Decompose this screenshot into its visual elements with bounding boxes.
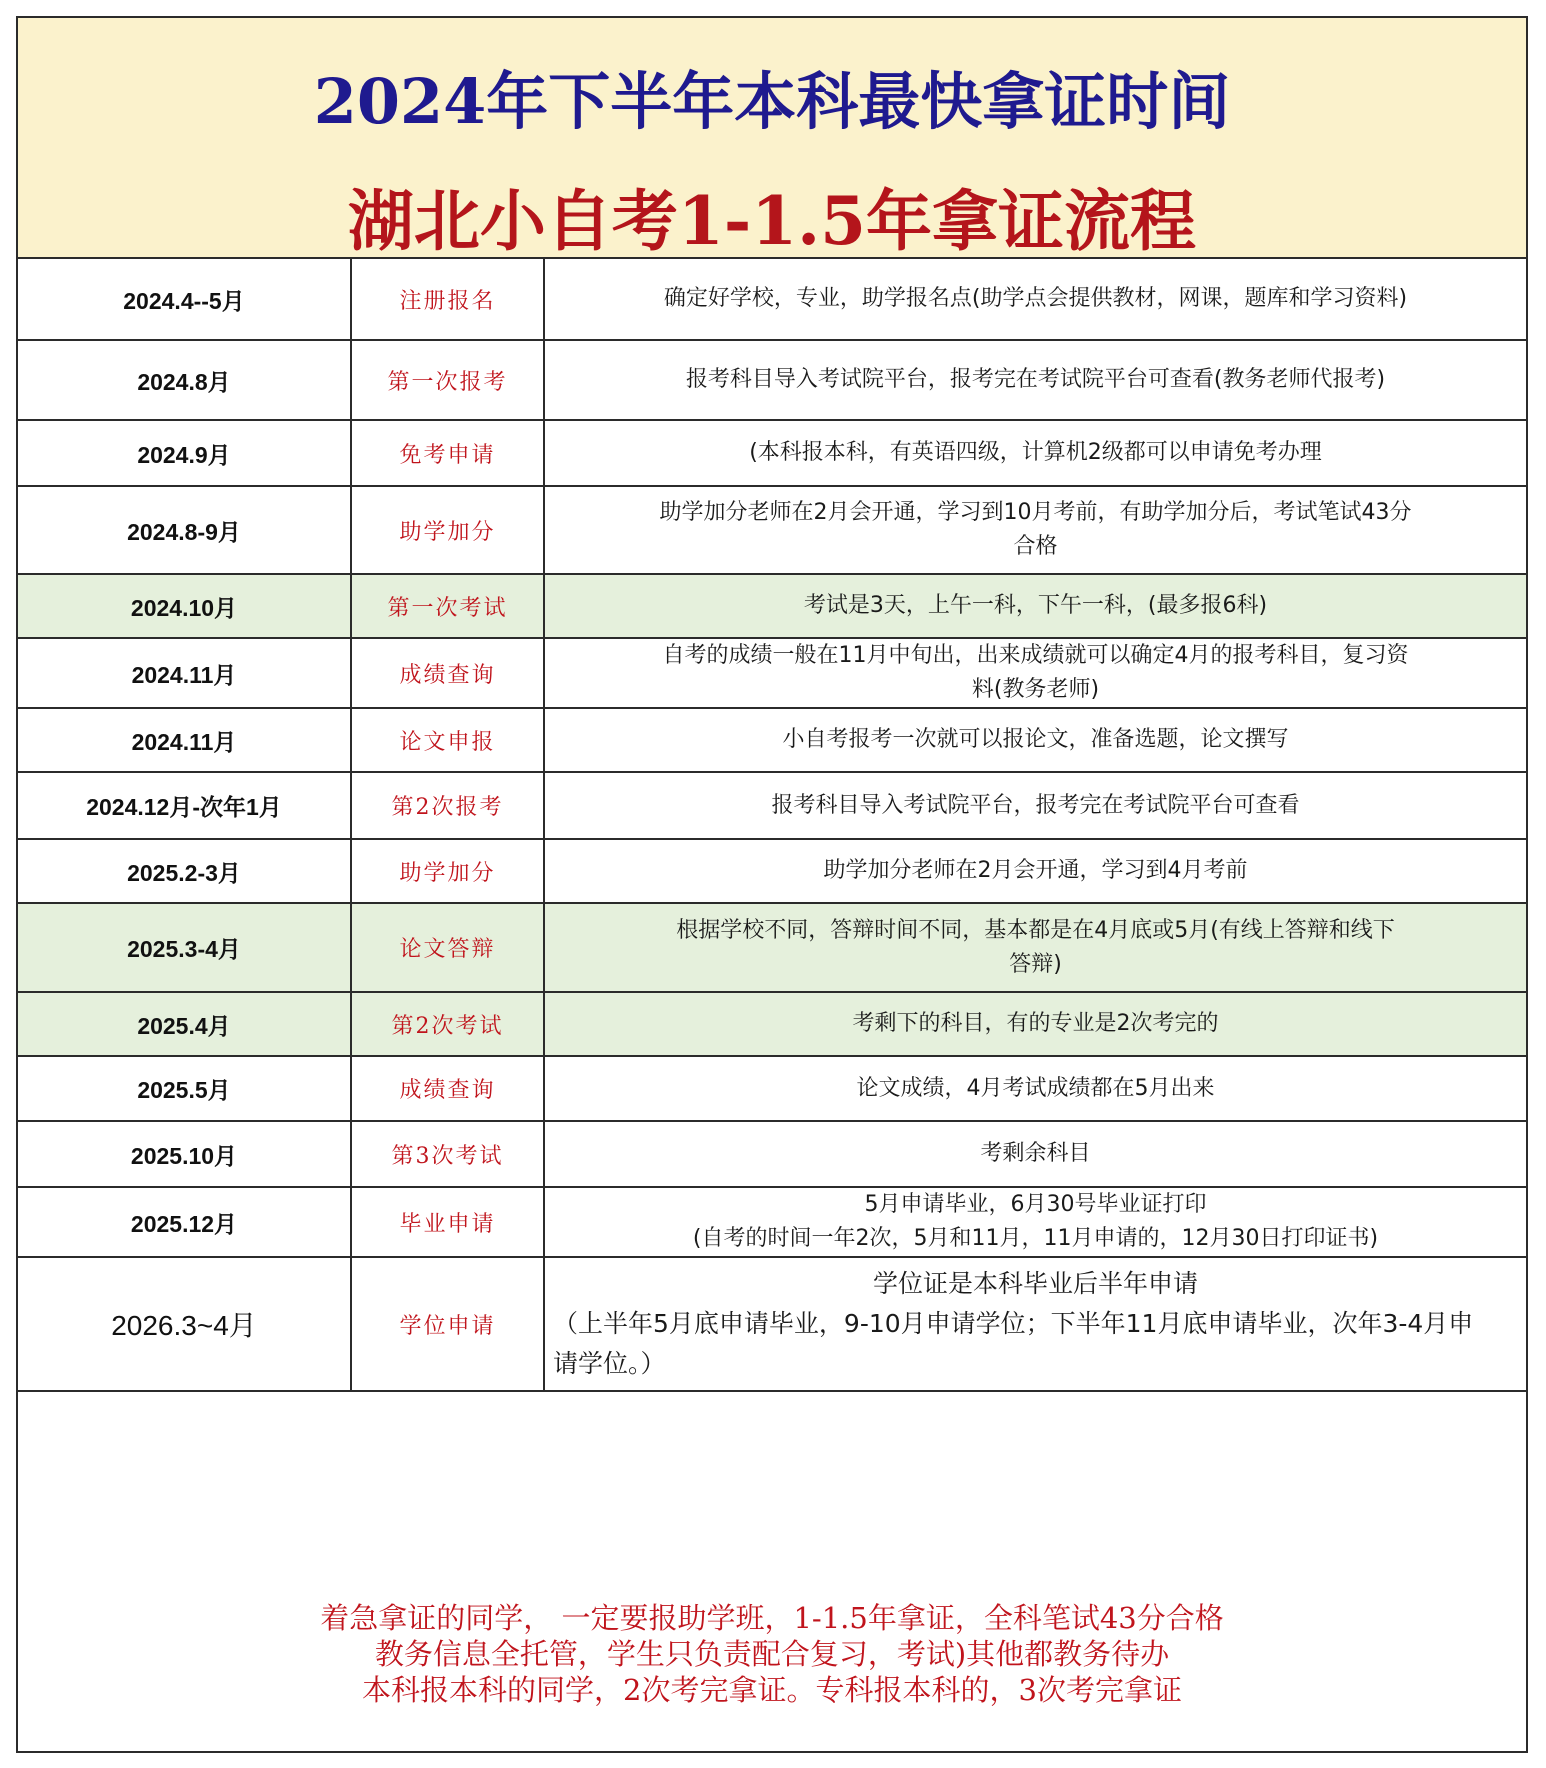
row-step: 成绩查询 (351, 1056, 544, 1121)
description-line: 助学加分老师在2月会开通，学习到10月考前，有助学加分后，考试笔试43分 (659, 500, 1412, 525)
schedule-sheet (16, 16, 1528, 1753)
description-line: 考剩下的科目，有的专业是2次考完的 (852, 1011, 1219, 1036)
description-line: 小自考报考一次就可以报论文，准备选题，论文撰写 (782, 727, 1289, 752)
description-line: 助学加分老师在2月会开通，学习到4月考前 (823, 858, 1248, 883)
row-description (544, 340, 1526, 420)
row-description (544, 1056, 1526, 1121)
description-line: 报考科目导入考试院平台，报考完在考试院平台可查看(教务老师代报考) (685, 367, 1386, 392)
table-row (18, 574, 1526, 638)
table-row (18, 638, 1526, 708)
row-date: 2024.8月 (18, 340, 351, 420)
page-title: 2024年下半年本科最快拿证时间 (313, 65, 1231, 138)
description-line: (自考的时间一年2次，5月和11月，11月申请的，12月30日打印证书) (692, 1226, 1379, 1251)
description-line: 确定好学校，专业，助学报名点(助学点会提供教材，网课，题库和学习资料) (663, 286, 1408, 311)
description-line: 考剩余科目 (980, 1141, 1091, 1166)
row-step: 注册报名 (351, 259, 544, 340)
row-step: 第一次报考 (351, 340, 544, 420)
table-row (18, 839, 1526, 903)
row-step: 第3次考试 (351, 1121, 544, 1187)
row-step: 论文申报 (351, 708, 544, 772)
description-line: 答辩) (1009, 951, 1062, 977)
row-step: 毕业申请 (351, 1187, 544, 1257)
row-step: 第一次考试 (351, 574, 544, 638)
page-subtitle: 湖北小自考1-1.5年拿证流程 (347, 182, 1197, 260)
row-description (544, 1257, 1526, 1391)
row-step: 第2次考试 (351, 992, 544, 1056)
description-line: 5月申请毕业，6月30号毕业证打印 (864, 1192, 1207, 1217)
table-row (18, 340, 1526, 420)
note-line: 本科报本科的同学，2次考完拿证。专科报本科的，3次考完拿证 (362, 1673, 1182, 1707)
row-description (544, 772, 1526, 839)
row-description (544, 259, 1526, 340)
table-row (18, 486, 1526, 574)
row-date: 2025.2-3月 (18, 839, 351, 903)
row-date: 2024.11月 (18, 708, 351, 772)
row-date: 2024.9月 (18, 420, 351, 486)
row-date: 2026.3~4月 (18, 1257, 351, 1391)
row-description (544, 992, 1526, 1056)
row-description (544, 420, 1526, 486)
row-step: 学位申请 (351, 1257, 544, 1391)
table-row (18, 420, 1526, 486)
description-line: 论文成绩，4月考试成绩都在5月出来 (856, 1075, 1215, 1101)
row-description (544, 1187, 1526, 1257)
timeline-table (18, 259, 1526, 1392)
description-line: 学位证是本科毕业后半年申请 (872, 1269, 1198, 1298)
header-banner (18, 18, 1526, 259)
row-step: 成绩查询 (351, 638, 544, 708)
description-line: 请学位。） (553, 1349, 666, 1378)
description-line: (本科报本科，有英语四级，计算机2级都可以申请免考办理 (749, 440, 1322, 465)
row-date: 2025.4月 (18, 992, 351, 1056)
row-description (544, 486, 1526, 574)
table-row (18, 1056, 1526, 1121)
row-date: 2025.3-4月 (18, 903, 351, 992)
row-date: 2024.12月-次年1月 (18, 772, 351, 839)
row-description (544, 1121, 1526, 1187)
table-row (18, 772, 1526, 839)
row-step: 免考申请 (351, 420, 544, 486)
row-step: 助学加分 (351, 486, 544, 574)
notes-section (18, 1520, 1526, 1753)
description-line: 自考的成绩一般在11月中旬出，出来成绩就可以确定4月的报考科目，复习资 (662, 643, 1409, 668)
description-line: 料(教务老师) (971, 677, 1100, 702)
description-line: 报考科目导入考试院平台，报考完在考试院平台可查看 (771, 792, 1300, 818)
row-description (544, 638, 1526, 708)
row-date: 2024.4--5月 (18, 259, 351, 340)
description-line: 考试是3天，上午一科，下午一科，(最多报6科) (803, 593, 1268, 618)
note-line: 教务信息全托管，学生只负责配合复习，考试)其他都教务待办 (374, 1637, 1170, 1671)
note-line: 着急拿证的同学， 一定要报助学班，1-1.5年拿证，全科笔试43分合格 (320, 1601, 1224, 1635)
table-row (18, 992, 1526, 1056)
row-step: 助学加分 (351, 839, 544, 903)
table-row (18, 1121, 1526, 1187)
row-date: 2025.12月 (18, 1187, 351, 1257)
row-date: 2025.10月 (18, 1121, 351, 1187)
table-row (18, 708, 1526, 772)
row-step: 第2次报考 (351, 772, 544, 839)
row-date: 2024.10月 (18, 574, 351, 638)
row-date: 2024.8-9月 (18, 486, 351, 574)
description-line: （上半年5月底申请毕业，9-10月申请学位；下半年11月底申请毕业，次年3-4月申 (553, 1309, 1474, 1338)
description-line: 根据学校不同，答辩时间不同，基本都是在4月底或5月(有线上答辩和线下 (676, 917, 1395, 943)
row-date: 2024.11月 (18, 638, 351, 708)
row-date: 2025.5月 (18, 1056, 351, 1121)
row-description (544, 903, 1526, 992)
row-step: 论文答辩 (351, 903, 544, 992)
table-row (18, 1187, 1526, 1257)
description-line: 合格 (1013, 534, 1058, 559)
row-description (544, 708, 1526, 772)
table-row (18, 903, 1526, 992)
row-description (544, 839, 1526, 903)
table-row (18, 1257, 1526, 1391)
table-row (18, 259, 1526, 340)
row-description (544, 574, 1526, 638)
